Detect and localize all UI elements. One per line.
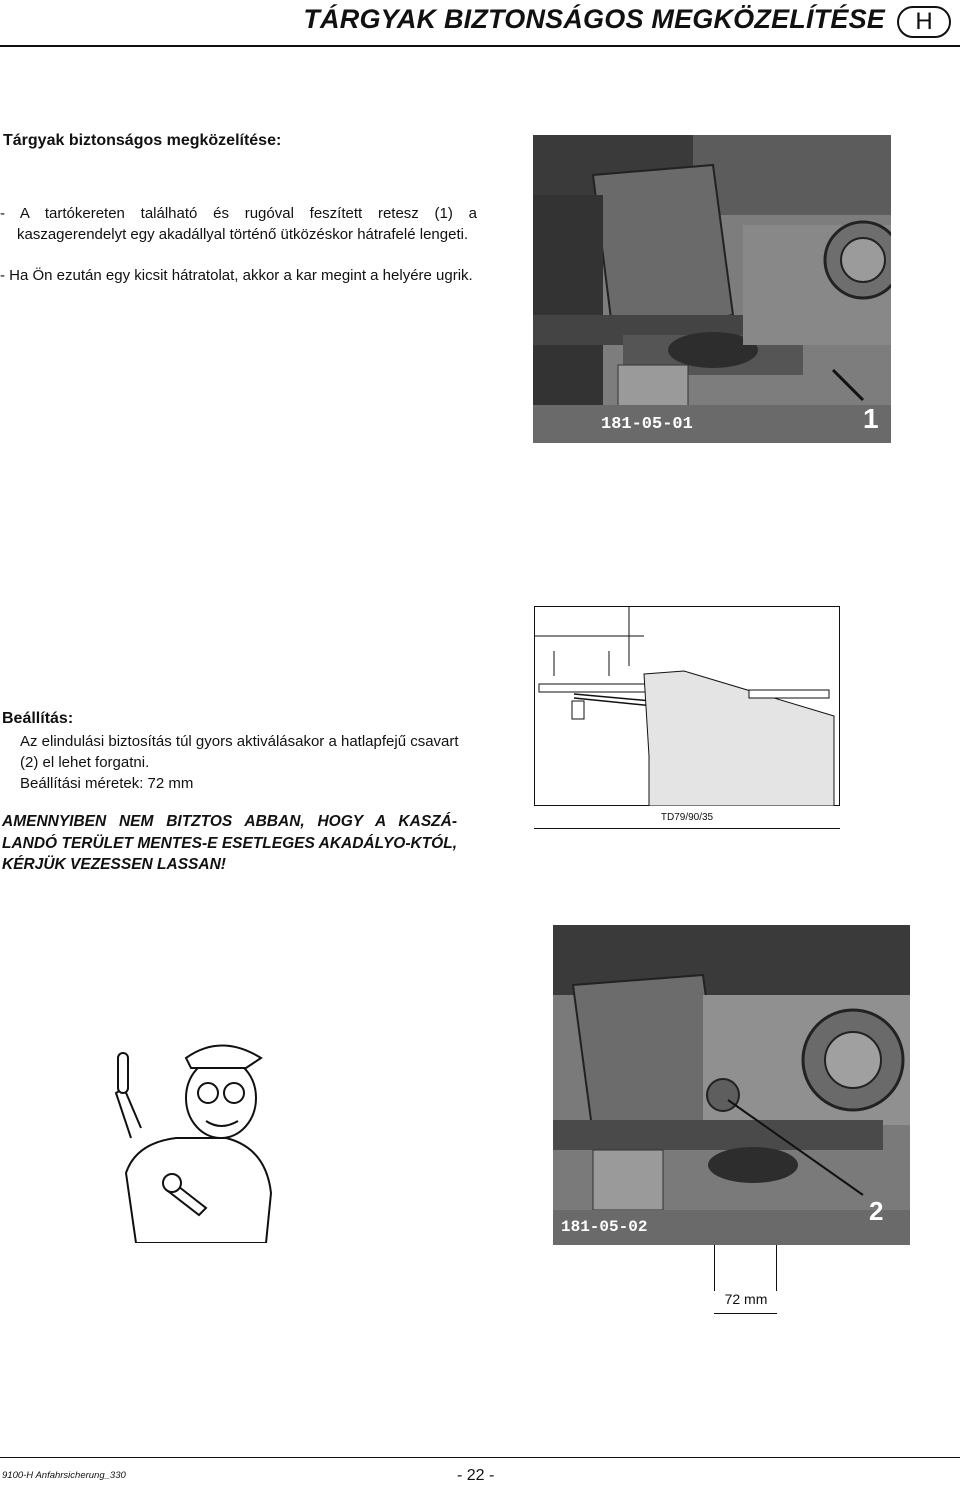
header-rule [0,45,960,47]
diagram-code: TD79/90/35 [660,812,714,823]
section-heading: Tárgyak biztonságos megközelítése: [3,132,282,149]
photo-latch-drawing [533,135,891,443]
setting-text: Az elindulási biztosítás túl gyors aktiválásakor a hatlapfejű csavart (2) el lehet forgatni. [20,733,459,771]
photo-code: 181-05-02 [561,1218,648,1236]
diagram-rule [534,828,840,829]
page-number: - 22 - [457,1467,495,1484]
page-title: TÁRGYAK BIZTONSÁGOS MEGKÖZELÍTÉSE [303,4,885,34]
setting-dimension: Beállítási méretek: 72 mm [20,775,194,792]
dimension-label: 72 mm [705,1291,787,1307]
diagram-latch-drawing [534,606,840,806]
photo-code: 181-05-01 [601,415,693,434]
photo-bolt-drawing [553,925,910,1245]
dimension-line-bottom [714,1313,777,1314]
warning-text: AMENNYIBEN NEM BITZTOS ABBAN, HOGY A KASZÁ-LANDÓ TERÜLET MENTES-E ESETLEGES AKADÁLYO-KTÓL, KÉRJÜK VEZESSEN LASSAN! [2,813,457,873]
footer-doc-code: 9100-H Anfahrsicherung_330 [2,1470,126,1481]
bullet-item: - A tartókereten található és rugóval feszített retesz (1) a kaszagerendelyt egy akadállyal történő ütközéskor hátrafelé lengeti. [0,205,477,243]
diagram-latch [534,606,840,806]
callout-number: 2 [869,1196,884,1226]
photo-adjustment-bolt [553,925,910,1245]
footer-rule [0,1457,960,1458]
photo-latch-mechanism [533,135,891,443]
mechanic-illustration [96,1033,278,1243]
setting-heading: Beállítás: [2,710,74,727]
language-badge: H [897,6,951,38]
callout-number: 1 [863,403,879,434]
bullet-item: - Ha Ön ezután egy kicsit hátratolat, akkor a kar megint a helyére ugrik. [0,267,473,284]
mechanic-drawing [96,1033,278,1243]
